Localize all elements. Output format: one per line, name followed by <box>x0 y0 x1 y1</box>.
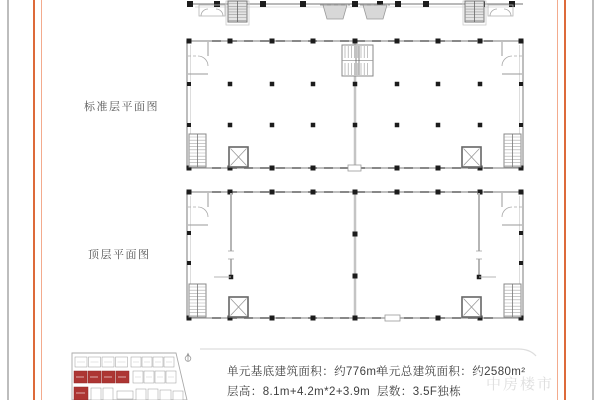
left-orange-light-border-line <box>41 0 42 400</box>
top-floor-plan-label: 顶层平面图 <box>88 249 151 261</box>
standard-floor-plan <box>187 39 524 172</box>
left-gray-border-line <box>7 0 9 400</box>
watermark: 中房楼市 <box>486 376 555 393</box>
key-plan <box>72 353 191 400</box>
left-orange-border-line <box>33 0 35 400</box>
partial-floor-plan-top <box>187 1 523 25</box>
top-floor-plan <box>187 190 524 322</box>
spec-floor-height: 层高：8.1m+4.2m*2+3.9m <box>227 386 371 398</box>
divider-line <box>200 349 536 356</box>
right-orange-border-line <box>564 0 566 400</box>
spec-floor-count: 层数：3.5F独栋 <box>377 386 462 398</box>
right-orange-light-border-line <box>557 0 558 400</box>
standard-floor-plan-label: 标准层平面图 <box>84 101 159 113</box>
right-gray-border-line <box>592 0 594 400</box>
spec-base-area: 单元基底建筑面积：约776m² <box>227 366 381 378</box>
north-arrow-icon <box>185 353 191 362</box>
spec-total-area: 单元总建筑面积：约2580m² <box>377 366 526 378</box>
